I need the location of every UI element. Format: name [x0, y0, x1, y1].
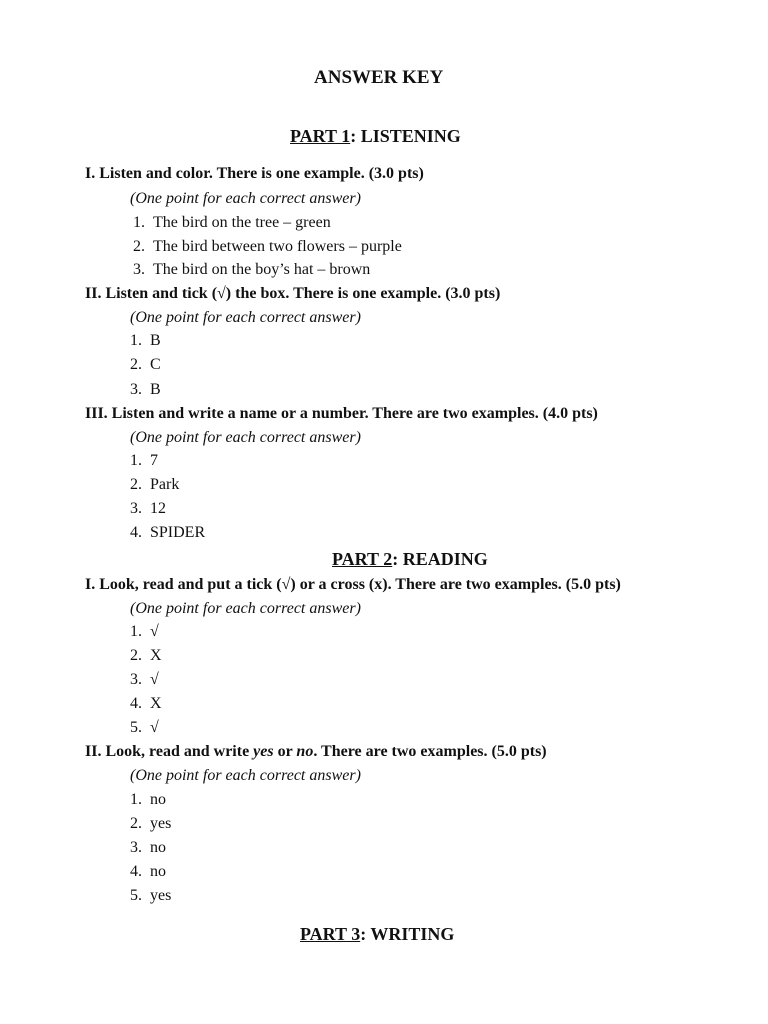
list-item: 5. √ — [130, 719, 159, 736]
list-item: 3. The bird on the boy’s hat – brown — [133, 261, 371, 278]
p2-s1-heading: I. Look, read and put a tick (√) or a cross (x). There are two examples. (5.0 pts) — [85, 576, 621, 593]
part3-title: : WRITING — [360, 924, 455, 944]
p2-s2-heading: II. Look, read and write yes or no. There are two examples. (5.0 pts) — [85, 743, 547, 760]
list-item: 3. B — [130, 381, 161, 398]
page-title: ANSWER KEY — [314, 67, 444, 88]
list-item: 1. The bird on the tree – green — [133, 214, 331, 231]
list-item: 4. SPIDER — [130, 524, 206, 541]
list-item: 1. 7 — [130, 452, 158, 469]
p1-s2-note: (One point for each correct answer) — [130, 309, 361, 326]
list-item: 3. no — [130, 839, 166, 856]
part3-header — [300, 924, 454, 945]
part2-title: : READING — [392, 549, 488, 569]
list-item: 2. C — [130, 356, 161, 373]
p2-s1-note: (One point for each correct answer) — [130, 600, 361, 617]
list-item: 3. 12 — [130, 500, 166, 517]
list-item: 2. X — [130, 647, 162, 664]
part2-label: PART 2 — [332, 549, 393, 569]
p1-s1-heading: I. Listen and color. There is one example. (3.0 pts) — [85, 165, 424, 182]
part1-label: PART 1 — [290, 126, 351, 146]
part1-header — [290, 126, 461, 147]
list-item: 2. Park — [130, 476, 180, 493]
part2-header — [332, 549, 488, 570]
list-item: 3. √ — [130, 671, 159, 688]
p1-s1-note: (One point for each correct answer) — [130, 190, 361, 207]
list-item: 4. no — [130, 863, 166, 880]
list-item: 4. X — [130, 695, 162, 712]
p1-s3-note: (One point for each correct answer) — [130, 429, 361, 446]
p2-s2-note: (One point for each correct answer) — [130, 767, 361, 784]
p1-s3-heading: III. Listen and write a name or a number. There are two examples. (4.0 pts) — [85, 405, 598, 422]
list-item: 2. The bird between two flowers – purple — [133, 238, 402, 255]
list-item: 1. B — [130, 332, 161, 349]
list-item: 5. yes — [130, 887, 172, 904]
part3-label: PART 3 — [300, 924, 361, 944]
list-item: 1. no — [130, 791, 166, 808]
list-item: 1. √ — [130, 623, 159, 640]
p1-s2-heading: II. Listen and tick (√) the box. There is one example. (3.0 pts) — [85, 285, 501, 302]
part1-title: : LISTENING — [350, 126, 461, 146]
list-item: 2. yes — [130, 815, 172, 832]
